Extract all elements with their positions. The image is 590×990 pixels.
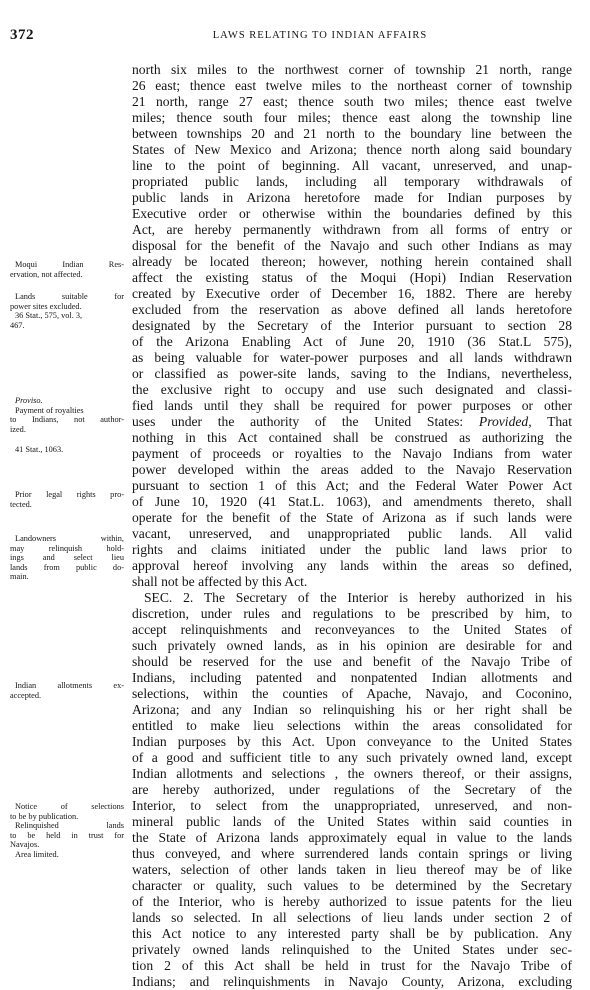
body-line: of the Arizona Enabling Act of June 20, 1910 (36 Stat.L 575),	[132, 334, 572, 349]
body-line: rights and claims initiated under the public land laws prior to	[132, 542, 572, 557]
body-line: mineral public lands of the United States within said counties in	[132, 814, 572, 829]
margin-note-line: 467.	[10, 320, 25, 330]
body-text	[132, 62, 572, 990]
body-line: should be reserved for the use and benefit of the Navajo Tribe of	[132, 654, 572, 669]
body-line: designated by the Secretary of the Interior pursuant to section 28	[132, 318, 572, 333]
body-line: propriated public lands, including all temporary withdrawals of	[132, 174, 572, 189]
body-line: already be located thereon; however, nothing herein contained shall	[132, 254, 572, 269]
margin-note-line: accepted.	[10, 690, 42, 700]
body-line: are hereby authorized, under regulations of the Secretary of the	[132, 782, 572, 797]
margin-note-line: Relinquished lands	[15, 821, 124, 831]
body-line: privately owned lands relinquished to the United States under sec-	[132, 942, 572, 957]
body-line: vacant, unreserved, and unappropriated public lands. All valid	[132, 526, 572, 541]
body-line: the exclusive right to occupy and use such designated and classi-	[132, 382, 572, 397]
margin-note-line: Proviso.	[15, 396, 43, 405]
body-line: as being valuable for water-power purposes and all lands withdrawn	[132, 350, 572, 365]
margin-note-moqui-reservation	[10, 260, 124, 279]
margin-note-line: Indian allotments ex-	[15, 681, 124, 690]
body-line: power developed within the areas added to the Navajo Reservation	[132, 462, 572, 477]
margin-note-line: may relinquish hold-	[10, 543, 124, 553]
margin-note-line: 41 Stat., 1063.	[15, 445, 64, 454]
body-line: disposal for the benefit of the Navajo and such other Indians as may	[132, 238, 572, 253]
margin-note-line: Landowners within,	[15, 534, 124, 543]
margin-note-line: ings and select lieu	[10, 553, 124, 563]
margin-note-line: to be by publication.	[10, 811, 79, 821]
body-line: north six miles to the northwest corner of township 21 north, range	[132, 62, 572, 77]
margin-note-line: Navajos.	[10, 840, 40, 850]
body-line: Arizona; and any Indian so relinquishing his or her right shall be	[132, 702, 572, 717]
body-line: shall not be affected by this Act.	[132, 574, 308, 589]
margin-note-proviso-royalties	[10, 396, 124, 434]
body-line: lands so selected. In all selections of lieu lands under section 2 of	[132, 910, 572, 925]
body-line: Indians; and relinquishments in Navajo County, Arizona, excluding	[132, 974, 572, 989]
body-line: excluded from the reservation as above defined all lands heretofore	[132, 302, 572, 317]
margin-note-indian-allotments	[10, 681, 124, 700]
body-line: of a good and sufficient title to any such privately owned land, except	[132, 750, 572, 765]
body-line: Interior, to select from the unappropriated, unreserved, and non-	[132, 798, 572, 813]
margin-note-line: ized.	[10, 424, 26, 434]
body-line: Indian allotments and selections , the owners thereof, or their assigns,	[132, 766, 572, 781]
body-line: selections, within the counties of Apache, Navajo, and Coconino,	[132, 686, 572, 701]
body-line: payment of proceeds or royalties to the Navajo Indians from water	[132, 446, 572, 461]
margin-note-landowners	[10, 534, 124, 582]
body-line: Indians, including patented and nonpatented Indian allotments and	[132, 670, 572, 685]
proviso-tail: That	[531, 414, 572, 429]
margin-note-line: lands from public do-	[10, 562, 124, 572]
margin-note-line: tected.	[10, 499, 32, 509]
margin-note-prior-rights	[10, 490, 124, 509]
body-line: States of New Mexico and Arizona; thence north along said boundary	[132, 142, 572, 157]
margin-note-line: main.	[10, 572, 29, 582]
body-line: of the Interior, who is hereby authorized to issue patents for the lieu	[132, 894, 572, 909]
body-line: tion 2 of this Act shall be held in trust for the Navajo Tribe of	[132, 958, 572, 973]
body-line: or classified as power-site lands, saving to the Indians, nevertheless,	[132, 366, 572, 381]
margin-note-line: Moqui Indian Res-	[15, 260, 124, 269]
margin-note-power-sites	[10, 292, 124, 330]
body-line: created by Executive order of December 16, 1882. There are hereby	[132, 286, 572, 301]
body-line: thus conveyed, and where surrendered lands contain springs or living	[132, 846, 572, 861]
body-line: Executive order or otherwise within the boundaries defined by this	[132, 206, 572, 221]
proviso-word: Provided,	[478, 414, 532, 429]
body-line: miles; thence south four miles; thence east along the township line	[132, 110, 572, 125]
body-line: 26 east; thence east twelve miles to the northeast corner of township	[132, 78, 572, 93]
page-number: 372	[10, 27, 34, 43]
body-line: pursuant to section 1 of this Act; and the Federal Water Power Act	[132, 478, 572, 493]
body-line: entitled to make lieu selections within the areas consolidated for	[132, 718, 572, 733]
body-line: discretion, under rules and regulations to be prescribed by him, to	[132, 606, 572, 621]
margin-note-line: ervation, not affected.	[10, 269, 83, 279]
body-line: of June 10, 1920 (41 Stat.L. 1063), and amendments thereto, shall	[132, 494, 572, 509]
body-line: the State of Arizona lands approximately equal in value to the lands	[132, 830, 572, 845]
margin-note-line: to Indians, not author-	[10, 415, 124, 425]
margin-note-line: to be held in trust for	[10, 830, 124, 840]
body-line: Indian purposes by this Act. Upon conveyance to the United States	[132, 734, 572, 749]
body-line: affect the existing status of the Moqui (Hopi) Indian Reservation	[132, 270, 572, 285]
proviso-lead: uses under the authority of the United States:	[132, 414, 464, 429]
body-line: this Act notice to any interested party shall be by publication. Any	[132, 926, 572, 941]
margin-note-41-stat	[10, 445, 124, 455]
body-line: nothing in this Act contained shall be construed as authorizing the	[132, 430, 572, 445]
body-line: accept relinquishments and reconveyances to the United States of	[132, 622, 572, 637]
margin-note-line: 36 Stat., 575, vol. 3,	[15, 311, 83, 321]
body-line: Act, are hereby permanently withdrawn from all forms of entry or	[132, 222, 572, 237]
body-line: public lands in Arizona heretofore made for Indian purposes by	[132, 190, 572, 205]
margin-note-notice-selections	[10, 802, 124, 860]
margin-note-line: Lands suitable for	[15, 292, 124, 301]
body-line: approval hereof involving any lands within the areas so defined,	[132, 558, 572, 573]
body-line: such privately owned lands, as in his opinion are desirable for and	[132, 638, 572, 653]
running-head: LAWS RELATING TO INDIAN AFFAIRS	[212, 30, 428, 41]
body-line: line to the point of beginning. All vacant, unreserved, and unap-	[132, 158, 572, 173]
margin-note-line: Prior legal rights pro-	[15, 490, 124, 499]
margin-note-line: Area limited.	[15, 849, 59, 859]
body-line: character or quality, such values to be determined by the Secretary	[132, 878, 572, 893]
body-line: between townships 20 and 21 north to the boundary line between the	[132, 126, 572, 141]
body-line: operate for the benefit of the State of Arizona as if such lands were	[132, 510, 572, 525]
section-2-heading-line: SEC. 2. The Secretary of the Interior is hereby authorized in his	[144, 590, 572, 605]
margin-note-line: Notice of selections	[15, 802, 124, 811]
margin-note-line: Payment of royalties	[15, 405, 84, 415]
body-line: fied lands until they shall be required for power purposes or other	[132, 398, 572, 413]
body-line: waters, selection of other lands taken in lieu thereof may be of like	[132, 862, 572, 877]
margin-note-line: power sites excluded.	[10, 301, 82, 311]
body-line: 21 north, range 27 east; thence south two miles; thence east twelve	[132, 94, 572, 109]
body-line-proviso	[132, 414, 572, 430]
